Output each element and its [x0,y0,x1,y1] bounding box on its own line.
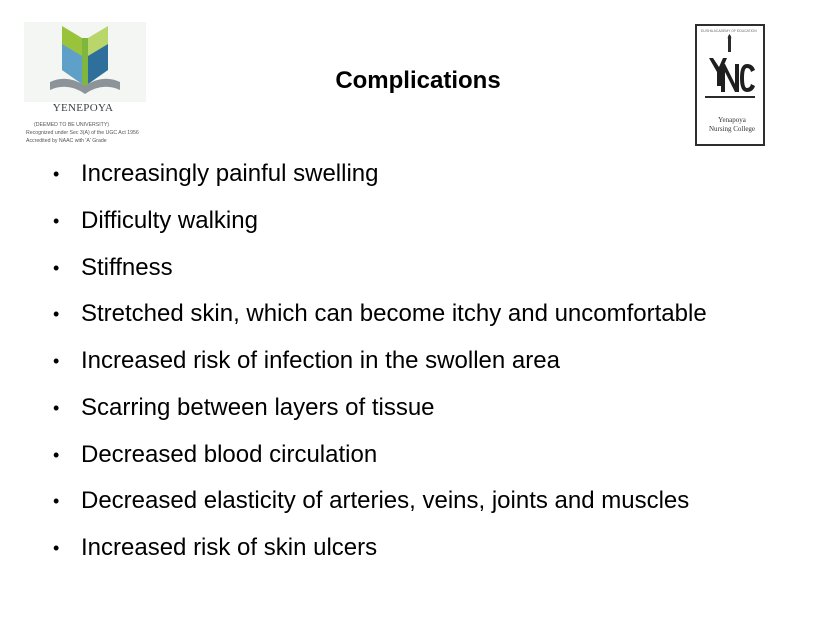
logo-right-name-line2: Nursing College [708,125,756,133]
bullet-text: Increasingly painful swelling [81,160,379,187]
slide-title: Complications [335,67,501,94]
bullet-text: Increased risk of skin ulcers [81,534,378,561]
bullet-dot-icon: • [53,351,60,371]
bullet-item [49,341,707,388]
bullet-text: Stiffness [81,253,173,281]
bullet-dot-icon: • [53,210,60,231]
bullet-dot-icon: • [53,538,60,558]
shield-emblem-icon [24,22,146,102]
bullet-text: Decreased blood circulation [81,440,378,468]
bullet-dot-icon: • [53,257,60,278]
bullet-dot-icon: • [53,491,60,512]
bullet-text: Difficulty walking [81,206,258,234]
bullet-dot-icon: • [53,397,60,418]
bullet-item [49,294,707,341]
logo-left-line3: Accredited by NAAC with 'A' Grade [26,138,107,144]
bullet-item [49,481,707,528]
bullet-dot-icon: • [53,304,60,325]
logo-right-frame [695,24,765,146]
ync-monogram-icon [697,34,763,114]
bullet-item [49,528,707,575]
bullet-text: Decreased elasticity of arteries, veins, joints and muscles [81,487,690,515]
bullet-item [49,388,707,435]
bullet-item [49,435,707,482]
bullet-item [49,248,707,295]
logo-right-name-line1: Yenapoya [718,116,746,124]
bullet-text: Stretched skin, which can become itchy and uncomfortable [81,300,707,328]
logo-left-line2: Recognized under Sec 3(A) of the UGC Act 1956 [26,130,139,136]
bullet-text: Scarring between layers of tissue [81,393,435,421]
logo-left-name: YENEPOYA [52,102,114,114]
bullet-text: Increased risk of infection in the swollen area [81,347,560,374]
bullet-dot-icon: • [53,164,60,184]
complications-bullet-list [49,154,707,575]
bullet-dot-icon: • [53,444,60,465]
yenepoya-university-logo [24,22,146,156]
logo-left-line1: (DEEMED TO BE UNIVERSITY) [34,122,110,128]
bullet-item [49,201,707,248]
logo-right-top-text: ELISHA ACADEMY OF EDUCATION [701,29,757,33]
yenapoya-nursing-college-logo [695,24,769,150]
bullet-item [49,154,707,201]
